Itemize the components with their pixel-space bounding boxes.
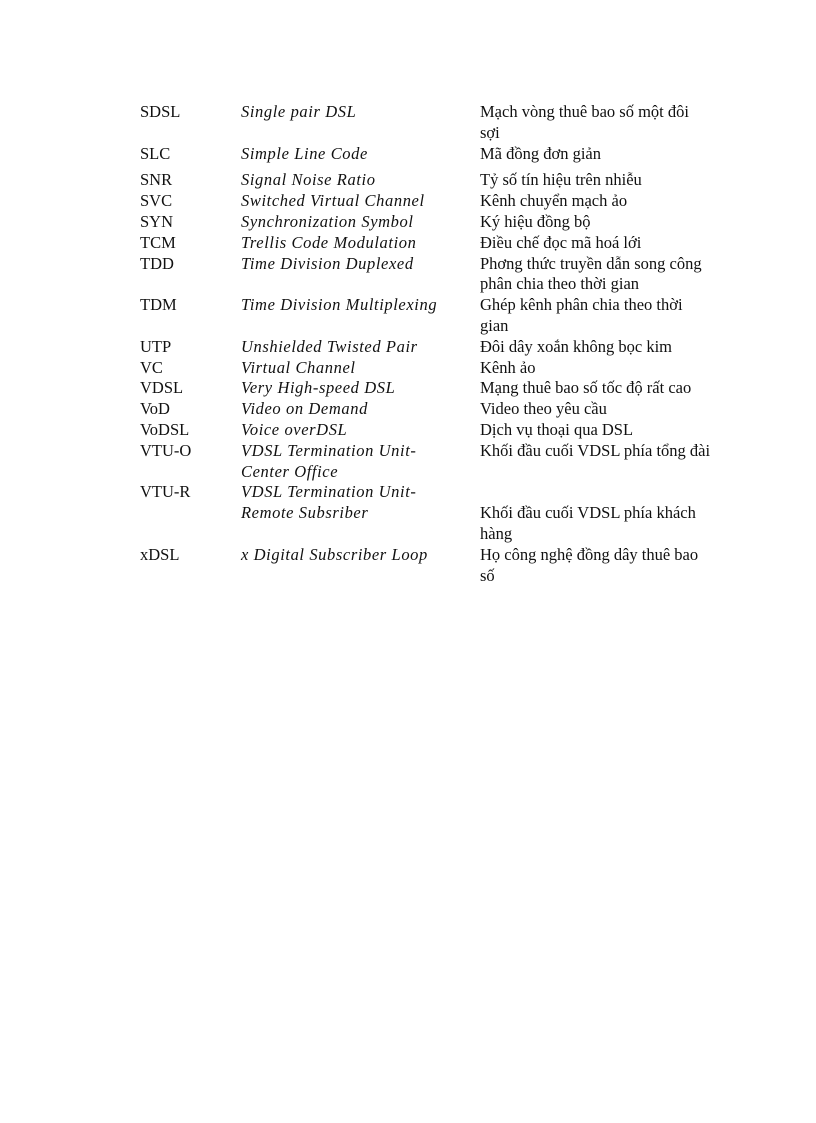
english-term [241,482,480,524]
english-term-line: Trellis Code Modulation [241,232,417,252]
vietnamese-meaning-line: sợi [480,122,500,142]
vietnamese-meaning [480,441,740,462]
english-term [241,212,480,233]
vietnamese-meaning-line [480,482,740,503]
abbreviation-glossary [140,102,740,586]
english-term-line: Synchronization Symbol [241,211,414,231]
vietnamese-meaning-line: Kênh ảo [480,357,536,377]
vietnamese-meaning-line: Đôi dây xoắn không bọc kim [480,336,673,356]
glossary-row [140,212,740,233]
vietnamese-meaning-line: Tỷ số tín hiệu trên nhiễu [480,170,642,190]
vietnamese-meaning [480,545,740,587]
vietnamese-meaning-line: Khối đầu cuối VDSL phía tổng đài [480,440,711,460]
english-term-line: VDSL Termination Unit- [241,482,417,502]
english-term-line: Voice overDSL [241,419,348,439]
vietnamese-meaning [480,358,740,379]
abbreviation: SLC [140,143,171,163]
english-term-line: Virtual Channel [241,357,356,377]
english-term-line: Video on Demand [241,399,368,419]
vietnamese-meaning-line: Mạng thuê bao số tốc độ rất cao [480,378,692,398]
abbreviation: TDD [140,253,174,273]
vietnamese-meaning-line: Video theo yêu cầu [480,399,607,419]
english-term-line: Signal Noise Ratio [241,170,376,190]
glossary-row [140,358,740,379]
vietnamese-meaning [480,233,740,254]
vietnamese-meaning [480,254,740,296]
vietnamese-meaning-line: Họ công nghệ đồng dây thuê bao [480,544,699,564]
english-term [241,170,480,191]
abbreviation: VTU-R [140,482,191,502]
abbreviation: VoDSL [140,419,190,439]
abbreviation: TCM [140,232,176,252]
vietnamese-meaning [480,191,740,212]
english-term [241,545,480,566]
glossary-row [140,191,740,212]
glossary-row [140,482,740,544]
vietnamese-meaning [480,378,740,399]
glossary-row [140,254,740,296]
abbreviation: TDM [140,295,177,315]
vietnamese-meaning [480,102,740,144]
vietnamese-meaning-line: gian [480,315,509,335]
english-term-line: Remote Subsriber [241,503,369,523]
abbreviation: xDSL [140,544,180,564]
vietnamese-meaning-line: Mạch vòng thuê bao số một đôi [480,102,689,121]
vietnamese-meaning-line: Ghép kênh phân chia theo thời [480,295,683,315]
glossary-row [140,399,740,420]
english-term-line: Switched Virtual Channel [241,191,425,211]
vietnamese-meaning-line: Khối đầu cuối VDSL phía khách [480,503,696,523]
vietnamese-meaning-line: Điều chế đọc mã hoá lới [480,232,642,252]
english-term-line: Time Division Multiplexing [241,295,438,315]
english-term-line: Unshielded Twisted Pair [241,336,418,356]
glossary-row [140,378,740,399]
english-term-line: Center Office [241,461,339,481]
glossary-row [140,102,740,144]
vietnamese-meaning [480,337,740,358]
glossary-row [140,545,740,587]
abbreviation: SYN [140,211,174,231]
english-term [241,378,480,399]
abbreviation: VDSL [140,378,184,398]
vietnamese-meaning-line: phân chia theo thời gian [480,274,640,294]
glossary-row [140,233,740,254]
abbreviation: VC [140,357,163,377]
english-term [241,358,480,379]
vietnamese-meaning-line: Ký hiệu đồng bộ [480,211,591,231]
glossary-row [140,441,740,483]
vietnamese-meaning-line: Dịch vụ thoại qua DSL [480,419,634,439]
english-term-line: VDSL Termination Unit- [241,440,417,460]
english-term [241,441,480,483]
abbreviation: SDSL [140,102,181,121]
glossary-row [140,144,740,165]
vietnamese-meaning [480,420,740,441]
english-term [241,233,480,254]
vietnamese-meaning [480,482,740,544]
abbreviation: UTP [140,336,172,356]
english-term [241,191,480,212]
english-term-line: Single pair DSL [241,102,357,121]
english-term-line: Time Division Duplexed [241,253,414,273]
abbreviation: VoD [140,399,170,419]
english-term [241,337,480,358]
vietnamese-meaning-line: Mã đồng đơn giản [480,143,602,163]
glossary-row [140,420,740,441]
vietnamese-meaning [480,212,740,233]
english-term [241,295,480,316]
vietnamese-meaning-line: số [480,565,495,585]
vietnamese-meaning [480,295,740,337]
english-term-line: Very High-speed DSL [241,378,396,398]
vietnamese-meaning [480,170,740,191]
glossary-row [140,170,740,191]
english-term [241,102,480,123]
english-term [241,399,480,420]
english-term [241,420,480,441]
abbreviation: VTU-O [140,440,192,460]
glossary-row [140,337,740,358]
english-term-line: Simple Line Code [241,143,368,163]
abbreviation: SNR [140,170,173,190]
vietnamese-meaning-line: Kênh chuyển mạch ảo [480,191,628,211]
english-term [241,144,480,165]
vietnamese-meaning-line: hàng [480,523,513,543]
english-term [241,254,480,275]
english-term-line: x Digital Subscriber Loop [241,544,428,564]
abbreviation: SVC [140,191,173,211]
vietnamese-meaning-line: Phơng thức truyền dẫn song công [480,253,702,273]
glossary-row [140,295,740,337]
vietnamese-meaning [480,399,740,420]
vietnamese-meaning [480,144,740,165]
